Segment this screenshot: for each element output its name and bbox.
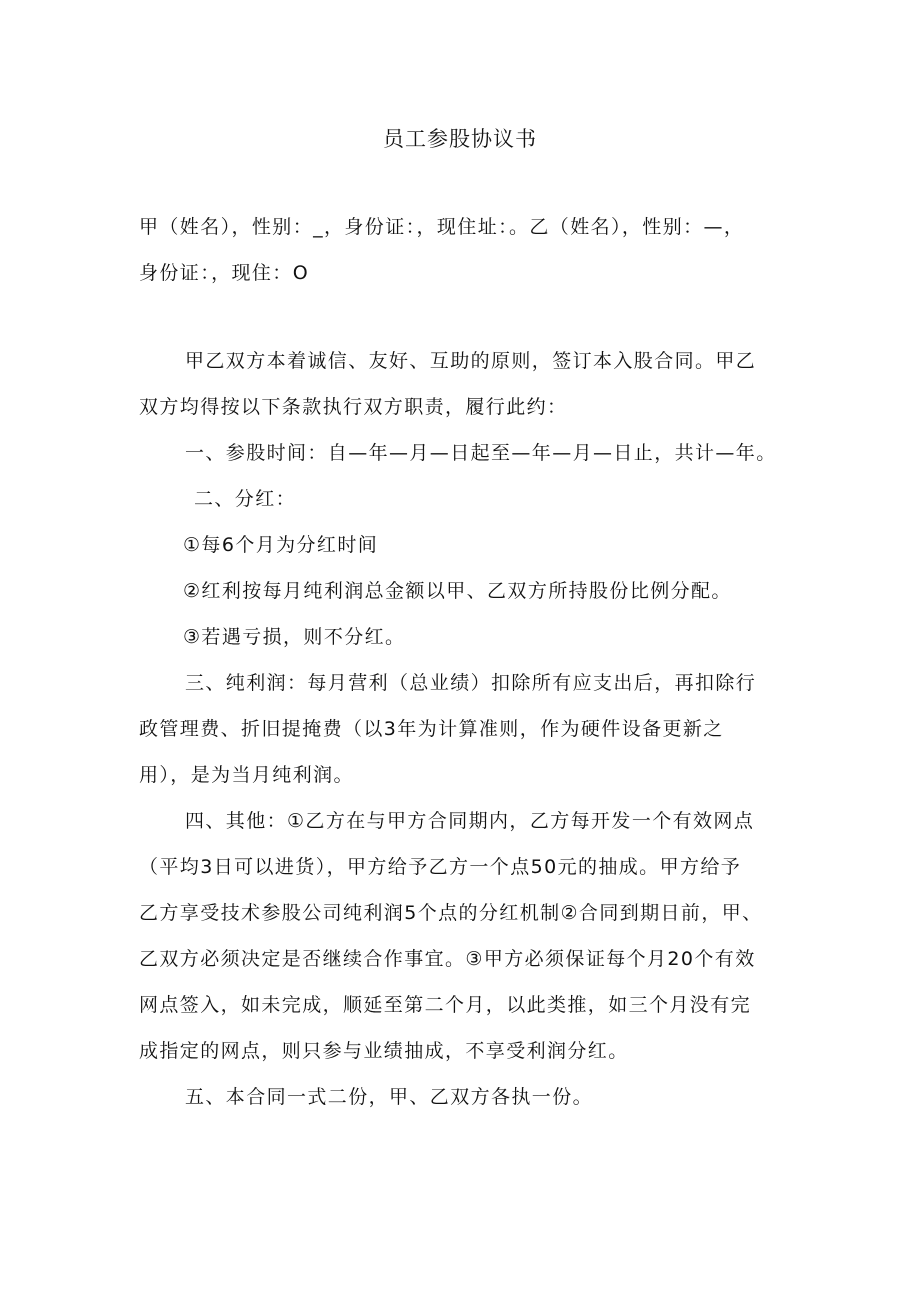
intro-line-1: 甲乙双方本着诚信、友好、互助的原则，签订本入股合同。甲乙 — [185, 350, 757, 372]
clause-4-line-5: 网点签入，如未完成，顺延至第二个月，以此类推，如三个月没有完 — [139, 994, 752, 1016]
clause-3-line-1: 三、纯利润：每月营利（总业绩）扣除所有应支出后，再扣除行 — [185, 672, 757, 694]
contract-body — [139, 338, 789, 1120]
parties-line-1: 甲（姓名），性别：_，身份证：，现住址：。乙（姓名），性别：—， — [139, 216, 745, 238]
clause-4-line-4: 乙双方必须决定是否继续合作事宜。③甲方必须保证每个月20个有效 — [139, 948, 756, 970]
clause-5: 五、本合同一式二份，甲、乙双方各执一份。 — [185, 1086, 594, 1108]
clause-3-line-2: 政管理费、折旧提掩费（以3年为计算准则，作为硬件设备更新之 — [139, 718, 724, 740]
clause-2-item-2: ②红利按每月纯利润总金额以甲、乙双方所持股份比例分配。 — [183, 580, 732, 602]
document-title: 员工参股协议书 — [383, 127, 537, 151]
clause-3-line-3: 用），是为当月纯利润。 — [139, 764, 354, 786]
clause-4-line-1: 四、其他：①乙方在与甲方合同期内，乙方每开发一个有效网点 — [185, 810, 755, 832]
clause-2-heading: 二、分红： — [194, 488, 297, 510]
clause-2-item-3: ③若遇亏损，则不分红。 — [183, 626, 406, 648]
clause-1-time: 一、参股时间：自—年—月—日起至—年—月—日止，共计—年。 — [185, 442, 777, 464]
intro-line-2: 双方均得按以下条款执行双方职责，履行此约： — [139, 396, 568, 418]
clause-4-line-6: 成指定的网点，则只参与业绩抽成，不享受利润分红。 — [139, 1040, 629, 1062]
clause-4-line-2: （平均3日可以进货），甲方给予乙方一个点50元的抽成。甲方给予 — [139, 856, 742, 878]
parties-line-2: 身份证：，现住：O — [139, 262, 310, 284]
parties-section — [139, 204, 789, 296]
clause-2-item-1: ①每6个月为分红时间 — [183, 534, 379, 556]
clause-4-line-3: 乙方享受技术参股公司纯利润5个点的分红机制②合同到期日前，甲、 — [139, 902, 763, 924]
